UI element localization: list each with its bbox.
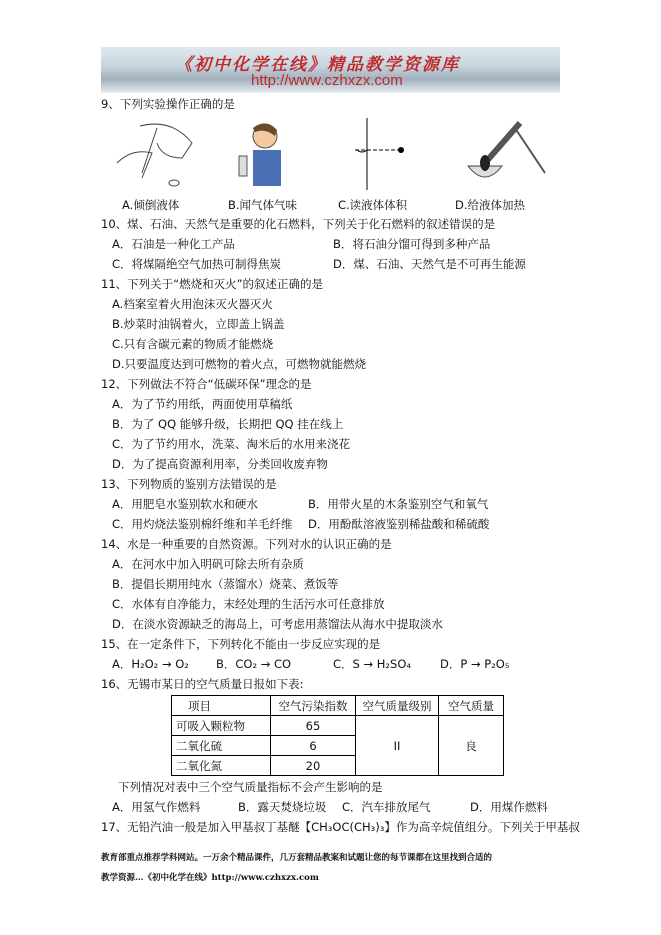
table-cell: 二氧化硫 [172,736,271,756]
q15-option-b[interactable]: B．CO₂ → CO [216,657,292,671]
heating-liquid-figure [460,118,550,190]
q16-option-b[interactable]: B．露天焚烧垃圾 [238,800,327,814]
smelling-gas-figure [225,118,285,190]
question-13: 13、下列物质的鉴别方法错误的是 [101,477,277,491]
q11-option-a[interactable]: A.档案室着火用泡沫灭火器灭火 [112,297,273,311]
q13-option-a[interactable]: A．用肥皂水鉴别软水和硬水 [112,497,258,511]
q14-option-d[interactable]: D．在淡水资源缺乏的海岛上，可考虑用蒸馏法从海水中提取淡水 [112,617,443,631]
q13-option-b[interactable]: B．用带火星的木条鉴别空气和氧气 [308,497,489,511]
q9-option-a[interactable]: A.倾倒液体 [122,198,180,212]
q13-option-c[interactable]: C．用灼烧法鉴别棉纤维和羊毛纤维 [112,517,293,531]
q12-option-d[interactable]: D．为了提高资源利用率，分类回收废弃物 [112,457,328,471]
table-header: 空气污染指数 [271,696,356,716]
question-10: 10、煤、石油、天然气是重要的化石燃料，下列关于化石燃料的叙述错误的是 [101,217,496,231]
table-row [172,716,504,736]
q16-option-c[interactable]: C．汽车排放尾气 [342,800,431,814]
header-banner [101,47,560,93]
q15-option-c[interactable]: C．S → H₂SO₄ [333,657,411,671]
q11-option-b[interactable]: B.炒菜时油锅着火，立即盖上锅盖 [112,317,285,331]
question-17: 17、无铅汽油一般是加入甲基叔丁基醚【CH₃OC(CH₃)₃】作为高辛烷值组分。下列关于甲基叔 [101,820,580,834]
question-12: 12、下列做法不符合“低碳环保”理念的是 [101,377,312,391]
question-15: 15、在一定条件下，下列转化不能由一步反应实现的是 [101,637,381,651]
q14-option-c[interactable]: C．水体有自净能力，末经处理的生活污水可任意排放 [112,597,385,611]
table-cell: 65 [271,716,356,736]
table-cell: 可吸入颗粒物 [172,716,271,736]
q10-option-d[interactable]: D．煤、石油、天然气是不可再生能源 [333,257,526,271]
q16-subquestion: 下列情况对表中三个空气质量指标不会产生影响的是 [118,780,383,794]
question-14: 14、水是一种重要的自然资源。下列对水的认识正确的是 [101,537,392,551]
q10-option-b[interactable]: B．将石油分馏可得到多种产品 [333,237,491,251]
footer-line-2: 教学资源…《初中化学在线》http://www.czhxzx.com [101,873,319,883]
q10-option-a[interactable]: A．石油是一种化工产品 [112,237,235,251]
air-quality-table [171,695,504,776]
q12-option-c[interactable]: C．为了节约用水，洗菜、淘米后的水用来浇花 [112,437,351,451]
q12-option-a[interactable]: A．为了节约用纸，两面使用草稿纸 [112,397,293,411]
q14-option-b[interactable]: B．提倡长期用纯水（蒸馏水）烧菜、煮饭等 [112,577,339,591]
pouring-liquid-figure [112,118,197,190]
banner-url[interactable]: http://www.czhxzx.com [251,72,403,89]
footer-line-1: 教育部重点推荐学科网站。一万余个精品课件，几万套精品教案和试题让您的每节课都在这里找到合适的 [101,853,493,863]
question-9: 9、下列实验操作正确的是 [101,97,235,111]
q14-option-a[interactable]: A．在河水中加入明矾可除去所有杂质 [112,557,304,571]
q13-option-d[interactable]: D．用酚酞溶液鉴别稀盐酸和稀硫酸 [308,517,490,531]
q15-option-d[interactable]: D．P → P₂O₅ [440,657,510,671]
q15-option-a[interactable]: A．H₂O₂ → O₂ [112,657,189,671]
q10-option-c[interactable]: C．将煤隔绝空气加热可制得焦炭 [112,257,282,271]
table-cell: 6 [271,736,356,756]
question-11: 11、下列关于“燃烧和灭火”的叙述正确的是 [101,277,324,291]
table-header: 空气质量级别 [356,696,439,716]
table-header: 空气质量 [439,696,504,716]
q11-option-d[interactable]: D.只要温度达到可燃物的着火点，可燃物就能燃烧 [112,357,367,371]
table-cell: 二氧化氮 [172,756,271,776]
q12-option-b[interactable]: B．为了 QQ 能够升级，长期把 QQ 挂在线上 [112,417,344,431]
question-16: 16、无锡市某日的空气质量日报如下表: [101,677,304,691]
q9-option-b[interactable]: B.闻气体气味 [228,198,298,212]
air-quality-level: II [356,716,439,776]
q9-option-c[interactable]: C.读液体体积 [338,198,408,212]
q11-option-c[interactable]: C.只有含碳元素的物质才能燃烧 [112,337,274,351]
table-cell: 20 [271,756,356,776]
reading-volume-figure [355,118,410,190]
q9-option-d[interactable]: D.给液体加热 [455,198,526,212]
q16-option-d[interactable]: D．用煤作燃料 [470,800,548,814]
banner-title: 《初中化学在线》精品教学资源库 [175,55,460,75]
q16-option-a[interactable]: A．用氢气作燃料 [112,800,201,814]
air-quality-rating: 良 [439,716,504,776]
table-header: 项目 [172,696,271,716]
